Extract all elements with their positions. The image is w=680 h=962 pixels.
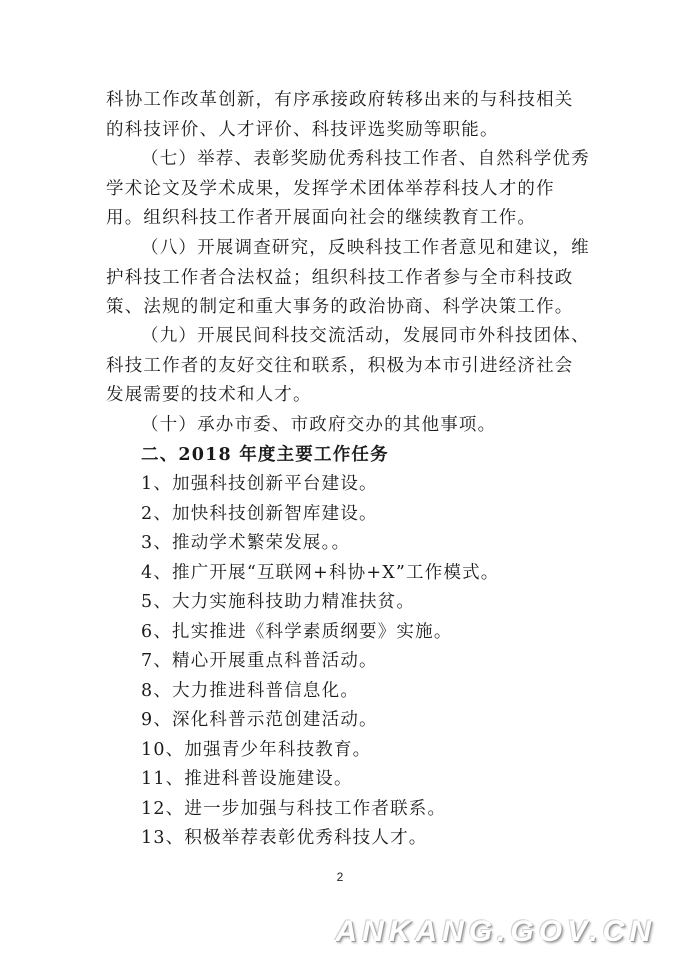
task-item: 4、推广开展“互联网+科协+X”工作模式。 <box>141 563 500 583</box>
text-line: 科技工作者的友好交往和联系，积极为本市引进经济社会 <box>106 355 574 376</box>
paragraph-item-8 <box>106 234 590 323</box>
paragraph-item-9 <box>106 322 590 411</box>
text-line: （八）开展调查研究，反映科技工作者意见和建议，维 <box>141 238 590 258</box>
text-line: （十）承办市委、市政府交办的其他事项。 <box>141 415 497 435</box>
text-line: 科协工作改革创新，有序承接政府转移出来的与科技相关 <box>106 90 574 110</box>
task-item: 10、加强青少年科技教育。 <box>141 740 372 760</box>
task-item: 8、大力推进科普信息化。 <box>141 681 360 701</box>
text-line: 用。组织科技工作者开展面向社会的继续教育工作。 <box>106 208 537 228</box>
text-line: 护科技工作者合法权益；组织科技工作者参与全市科技政 <box>106 267 574 288</box>
section-heading: 二、2018 年度主要工作任务 <box>141 445 389 465</box>
text-line: 策、法规的制定和重大事务的政治协商、科学决策工作。 <box>106 297 574 317</box>
text-line: 学术论文及学术成果，发挥学术团体举荐科技人才的作 <box>106 178 555 199</box>
task-item: 6、扎实推进《科学素质纲要》实施。 <box>141 622 453 642</box>
task-item: 12、进一步加强与科技工作者联系。 <box>141 799 447 819</box>
text-line: 的科技评价、人才评价、科技评选奖励等职能。 <box>106 119 499 140</box>
paragraph-continuation <box>106 86 576 145</box>
page-number: 2 <box>336 870 344 884</box>
paragraph-item-10 <box>106 411 576 441</box>
task-item: 13、积极举荐表彰优秀科技人才。 <box>141 828 428 848</box>
paragraph-item-7 <box>106 145 590 234</box>
site-watermark: ANKANG.GOV.CN <box>335 915 656 948</box>
task-item: 9、深化科普示范创建活动。 <box>141 710 378 730</box>
text-line: （七）举荐、表彰奖励优秀科技工作者、自然科学优秀 <box>141 149 590 169</box>
task-item: 3、推动学术繁荣发展。。 <box>141 533 351 553</box>
task-item: 2、加快科技创新智库建设。 <box>141 504 378 524</box>
task-item: 7、精心开展重点科普活动。 <box>141 651 378 671</box>
task-item: 1、加强科技创新平台建设。 <box>141 474 378 494</box>
text-line: 发展需要的技术和人才。 <box>106 385 312 405</box>
task-item: 11、推进科普设施建设。 <box>141 769 353 789</box>
text-line: （九）开展民间科技交流活动，发展同市外科技团体、 <box>141 326 590 346</box>
task-item: 5、大力实施科技助力精准扶贫。 <box>141 592 416 612</box>
